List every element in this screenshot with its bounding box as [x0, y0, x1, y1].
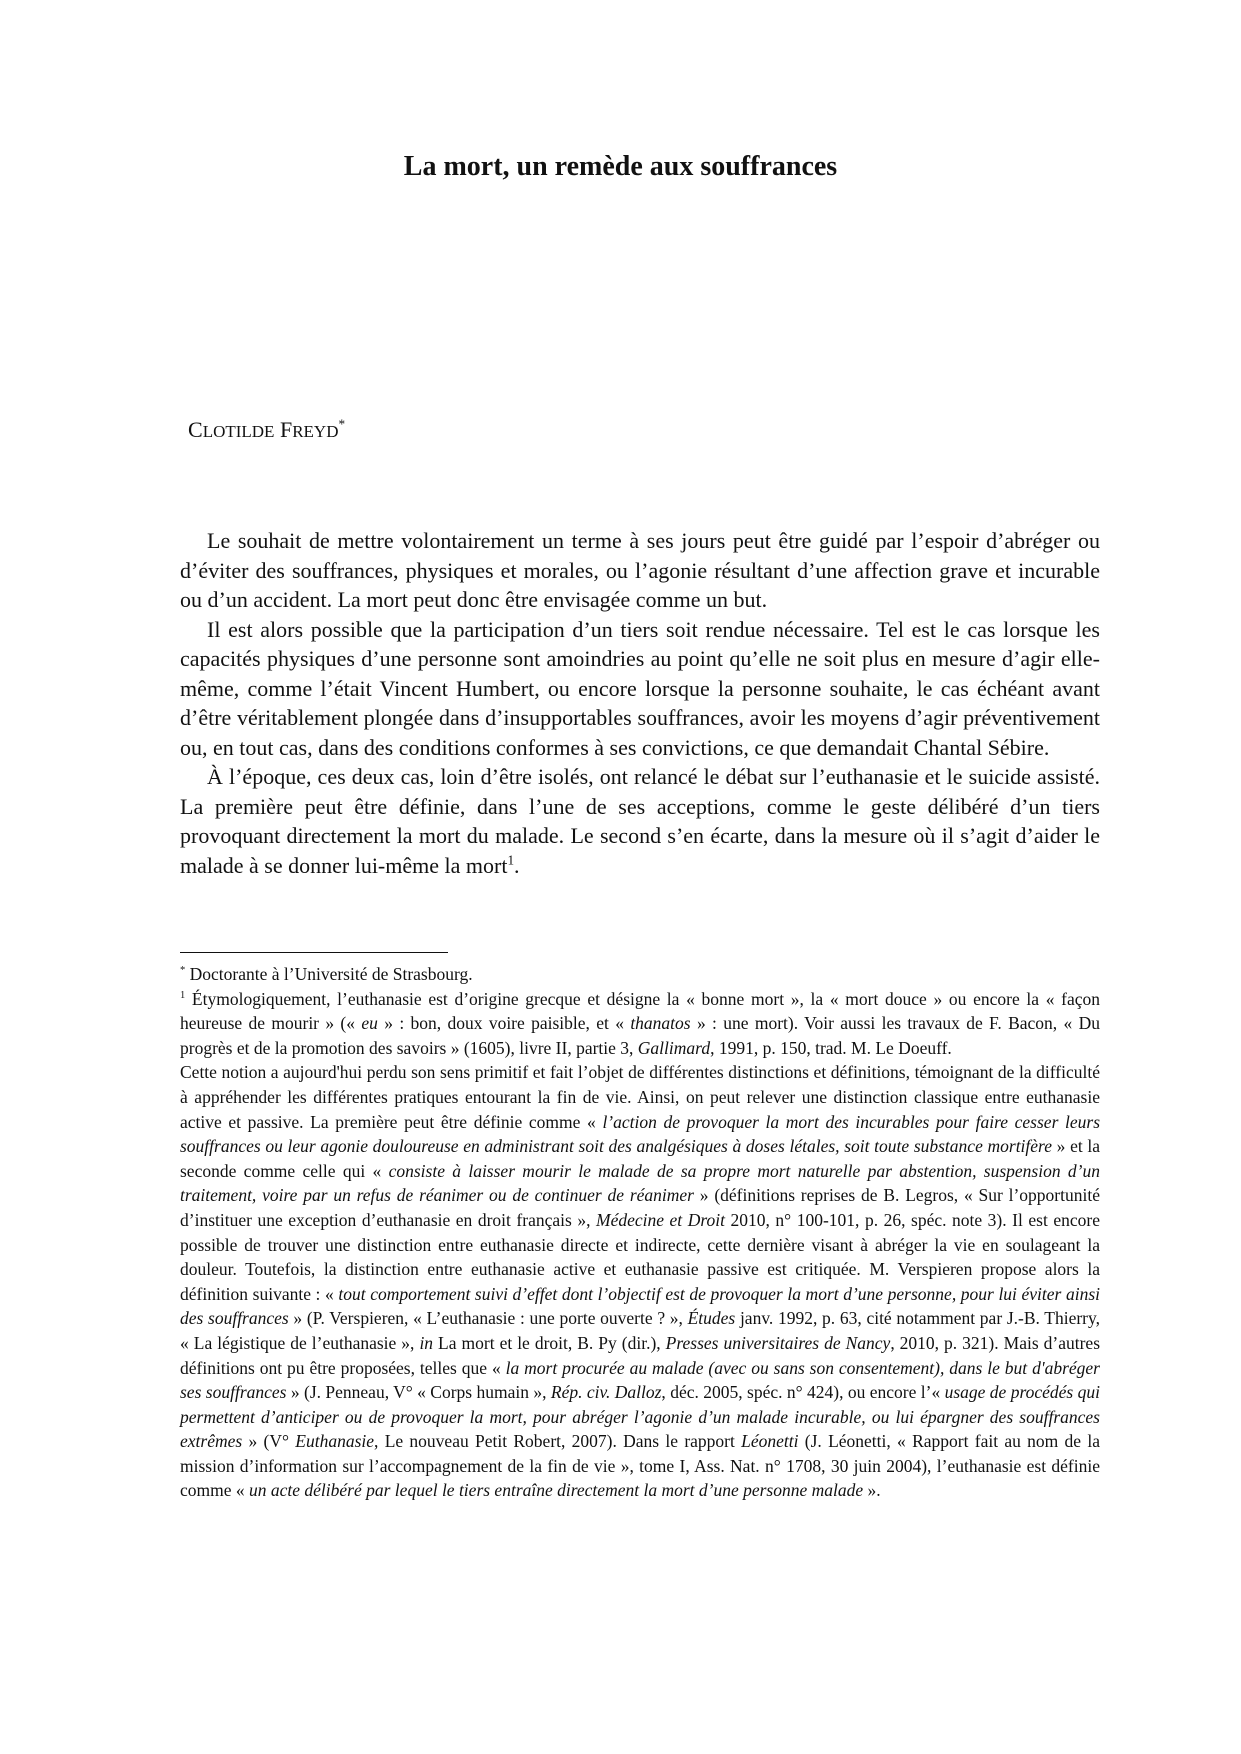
footnote-text: » (V°	[242, 1431, 296, 1452]
author-last-rest: REYD	[292, 422, 339, 441]
footnote-text: » (J. Penneau, V° « Corps humain »,	[286, 1382, 551, 1403]
footnote-text: La mort et le droit, B. Py (dir.),	[433, 1332, 666, 1353]
paragraph-3	[180, 762, 1100, 880]
footnote-1-italic: eu	[361, 1013, 378, 1034]
footnote-text: (J. Léonetti, « Rapport fait au nom de la mission d’information sur l’accompagnement de la fin de vie », tome I, Ass. Nat. n° 1708, 30 juin 2004), l’euthanasie est définie comme «	[180, 1431, 1100, 1501]
footnote-italic: Euthanasie	[295, 1431, 375, 1452]
footnote-1-continued	[180, 1060, 1100, 1503]
footnote-1	[180, 987, 1100, 1061]
footnote-1-text: » : une mort). Voir aussi les travaux de F. Bacon, « Du progrès et de la promotion des savoirs » (1605), livre II, partie 3,	[180, 1013, 1100, 1058]
footnote-1-italic: thanatos	[630, 1013, 691, 1034]
footnote-italic: Médecine et Droit	[596, 1209, 725, 1230]
author-first-initial: C	[188, 417, 203, 442]
footnote-star-text: Doctorante à l’Université de Strasbourg.	[185, 964, 473, 984]
footnote-star-mark: *	[180, 965, 186, 977]
footnote-text: , déc. 2005, spéc. n° 424), ou encore l’«	[661, 1382, 945, 1403]
footnotes	[180, 962, 1100, 1503]
footnote-text: janv. 1992, p. 63, cité notamment par J.-B. Thierry, « La légistique de l’euthanasie »,	[180, 1308, 1100, 1353]
footnote-italic: Rép. civ. Dalloz	[550, 1382, 662, 1403]
footnote-text: 2010, n° 100-101, p. 26, spéc. note 3). Il est encore possible de trouver une distinction entre euthanasie directe et indirecte, cette dernière visant à abréger la vie en soulageant la douleur. Toutefois, la distinction entre euthanasie active et euthanasie passive est critiquée. M. Verspieren propose alors la définition suivante : «	[180, 1209, 1100, 1304]
footnote-text: , Le nouveau Petit Robert, 2007). Dans le rapport	[374, 1431, 742, 1452]
author-footnote-mark[interactable]: *	[338, 416, 346, 432]
footnote-text: Cette notion a aujourd'hui perdu son sens primitif et fait l’objet de différentes distinctions et définitions, témoignant de la difficulté à appréhender les différentes pratiques entourant la fin de vie. Ainsi, on peut relever une distinction classique entre euthanasie active et passive. La première peut être définie comme «	[180, 1062, 1100, 1132]
footnote-italic: un acte délibéré par lequel le tiers entraîne directement la mort d’une personne malade	[249, 1480, 864, 1501]
footnote-star	[180, 962, 1100, 987]
footnote-italic: usage de procédés qui permettent d’anticiper ou de provoquer la mort, pour abréger l’agonie d’un malade incurable, ou lui épargner des souffrances extrêmes	[180, 1382, 1100, 1452]
footnote-1-italic: Gallimard	[637, 1037, 711, 1058]
author-name	[188, 416, 345, 446]
paragraph-3-text: À l’époque, ces deux cas, loin d’être isolés, ont relancé le débat sur l’euthanasie et le suicide assisté. La première peut être définie, dans l’une de ses acceptions, comme le geste délibéré d’un tiers provoquant directement la mort du malade. Le second s’en écarte, dans la mesure où il s’agit d’aider le malade à se donner lui-même la mort	[180, 764, 1100, 878]
footnote-text: , 2010, p. 321). Mais d’autres définitions ont pu être proposées, telles que «	[180, 1332, 1100, 1378]
footnote-italic: Léonetti	[741, 1431, 799, 1452]
body-text	[180, 526, 1100, 880]
footnote-text: » et la seconde comme celle qui «	[180, 1136, 1100, 1181]
footnote-italic: Presses universitaires de Nancy	[665, 1332, 891, 1353]
footnote-italic: consiste à laisser mourir le malade de sa propre mort naturelle par abstention, suspension d’un traitement, voire par un refus de réanimer ou de continuer de réanimer	[180, 1160, 1100, 1206]
page-title: La mort, un remède aux souffrances	[403, 151, 838, 182]
footnote-text: ».	[863, 1480, 881, 1501]
paragraph-2: Il est alors possible que la participation d’un tiers soit rendue nécessaire. Tel est le cas lorsque les capacités physiques d’une personne sont amoindries au point qu’elle ne soit plus en mesure d’agir elle-même, comme l’était Vincent Humbert, ou encore lorsque la personne souhaite, le cas échéant avant d’être véritablement plongée dans d’insupportables souffrances, avoir les moyens d’agir préventivement ou, en tout cas, dans des conditions conformes à ses convictions, ce que demandait Chantal Sébire.	[180, 616, 1100, 760]
footnote-italic: la mort procurée au malade (avec ou sans son consentement), dans le but d'abréger ses souffrances	[180, 1357, 1100, 1403]
footnote-ref-1[interactable]: 1	[507, 852, 515, 868]
author-first-rest: LOTILDE	[202, 422, 275, 441]
footnote-1-text: , 1991, p. 150, trad. M. Le Doeuff.	[710, 1037, 952, 1058]
footnote-separator	[180, 952, 448, 953]
author-last-initial: F	[279, 417, 293, 442]
footnote-italic: tout comportement suivi d’effet dont l’objectif est de provoquer la mort d’une personne, pour lui éviter ainsi des souffrances	[180, 1283, 1100, 1329]
paragraph-1: Le souhait de mettre volontairement un terme à ses jours peut être guidé par l’espoir d’abréger ou d’éviter des souffrances, physiques et morales, ou l’agonie résultant d’une affection grave et incurable ou d’un accident. La mort peut donc être envisagée comme un but.	[180, 528, 1100, 612]
footnote-1-mark: 1	[180, 989, 186, 1001]
footnote-italic: l’action de provoquer la mort des incurables pour faire cesser leurs souffrances ou leur agonie douloureuse en administrant soit des analgésiques à doses létales, soit toute substance mortifère	[180, 1111, 1101, 1157]
footnote-italic: in	[419, 1332, 434, 1353]
footnote-text: » (P. Verspieren, « L’euthanasie : une porte ouverte ? »,	[288, 1308, 688, 1329]
footnote-1-text: » : bon, doux voire paisible, et «	[377, 1013, 631, 1034]
footnote-italic: Études	[687, 1308, 736, 1329]
footnote-1-text: Étymologiquement, l’euthanasie est d’origine grecque et désigne la « bonne mort », la « mort douce » ou encore la « façon heureuse de mourir » («	[180, 988, 1100, 1034]
footnote-text: » (définitions reprises de B. Legros, « Sur l’opportunité d’instituer une exception d’euthanasie en droit français »,	[180, 1185, 1100, 1230]
paragraph-3-end: .	[514, 852, 520, 878]
